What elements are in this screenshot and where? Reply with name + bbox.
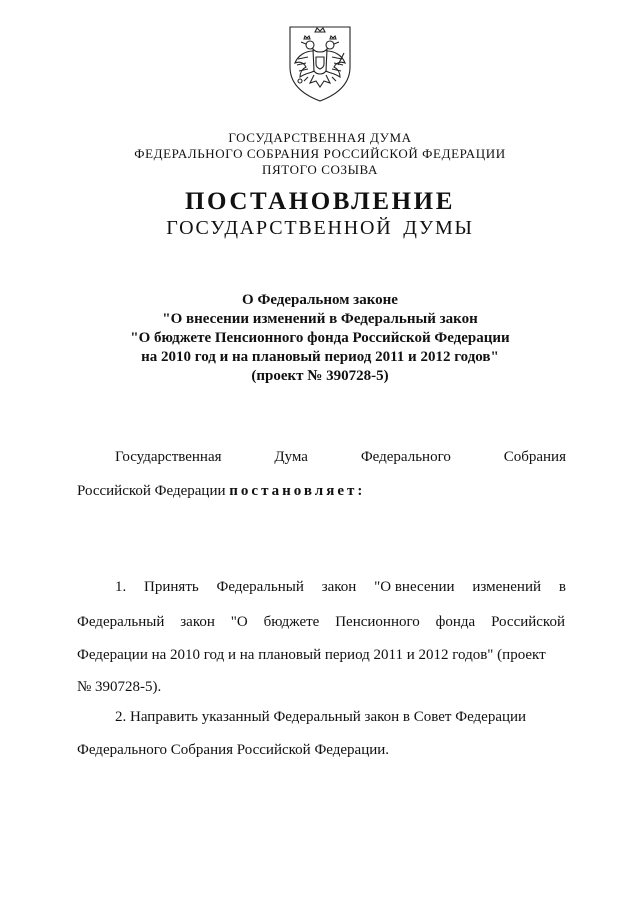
subject-line-3: "О бюджете Пенсионного фонда Российской Федерации <box>130 330 510 346</box>
item1-word: 1. <box>115 579 127 595</box>
duma-name: ГОСУДАРСТВЕННАЯ ДУМА <box>228 130 412 145</box>
preamble-word: Государственная <box>115 449 222 465</box>
item1-word: изменений <box>472 579 542 595</box>
item1-word: Российской <box>491 614 565 630</box>
item1-word: фонда <box>435 614 476 630</box>
item1-word: в <box>558 579 566 595</box>
preamble-line-2 <box>77 483 365 500</box>
item1-line-1 <box>115 579 566 596</box>
preamble-resolves: постановляет: <box>229 483 366 499</box>
decree-title: ПОСТАНОВЛЕНИЕ <box>184 188 456 215</box>
preamble-word: Дума <box>274 449 308 465</box>
item1-word: Федеральный <box>77 614 165 630</box>
item1-word: "О <box>230 614 248 630</box>
subject-line-5: (проект № 390728-5) <box>251 368 389 384</box>
subject-line-4: на 2010 год и на плановый период 2011 и 2012 годов" <box>141 349 499 365</box>
preamble-word: Федерального <box>360 449 451 465</box>
federal-assembly-name: ФЕДЕРАЛЬНОГО СОБРАНИЯ РОССИЙСКОЙ ФЕДЕРАЦИИ <box>134 146 506 161</box>
preamble-text: Российской Федерации <box>77 483 226 499</box>
russian-coat-of-arms-icon <box>286 23 354 103</box>
decree-subtitle: ГОСУДАРСТВЕННОЙ ДУМЫ <box>166 217 474 239</box>
preamble-word: Собрания <box>503 449 566 465</box>
item1-word: закон <box>180 614 215 630</box>
item1-word: "О внесении <box>374 579 455 595</box>
subject-line-2: "О внесении изменений в Федеральный закон <box>162 311 478 327</box>
item1-line-2 <box>77 614 565 631</box>
subject-line-1: О Федеральном законе <box>242 292 398 308</box>
convocation: ПЯТОГО СОЗЫВА <box>262 162 378 177</box>
item1-word: Федеральный <box>216 579 304 595</box>
item1-word: закон <box>321 579 357 595</box>
preamble-line-1 <box>115 449 566 466</box>
item1-line-4: № 390728-5). <box>77 679 162 695</box>
item2-line-2: Федерального Собрания Российской Федерации. <box>77 742 390 758</box>
item1-word: бюджете <box>263 614 320 630</box>
item2-line-1: 2. Направить указанный Федеральный закон в Совет Федерации <box>115 709 527 725</box>
item1-line-3: Федерации на 2010 год и на плановый период 2011 и 2012 годов" (проект <box>77 647 546 663</box>
item1-word: Принять <box>144 579 199 595</box>
item1-word: Пенсионного <box>335 614 420 630</box>
